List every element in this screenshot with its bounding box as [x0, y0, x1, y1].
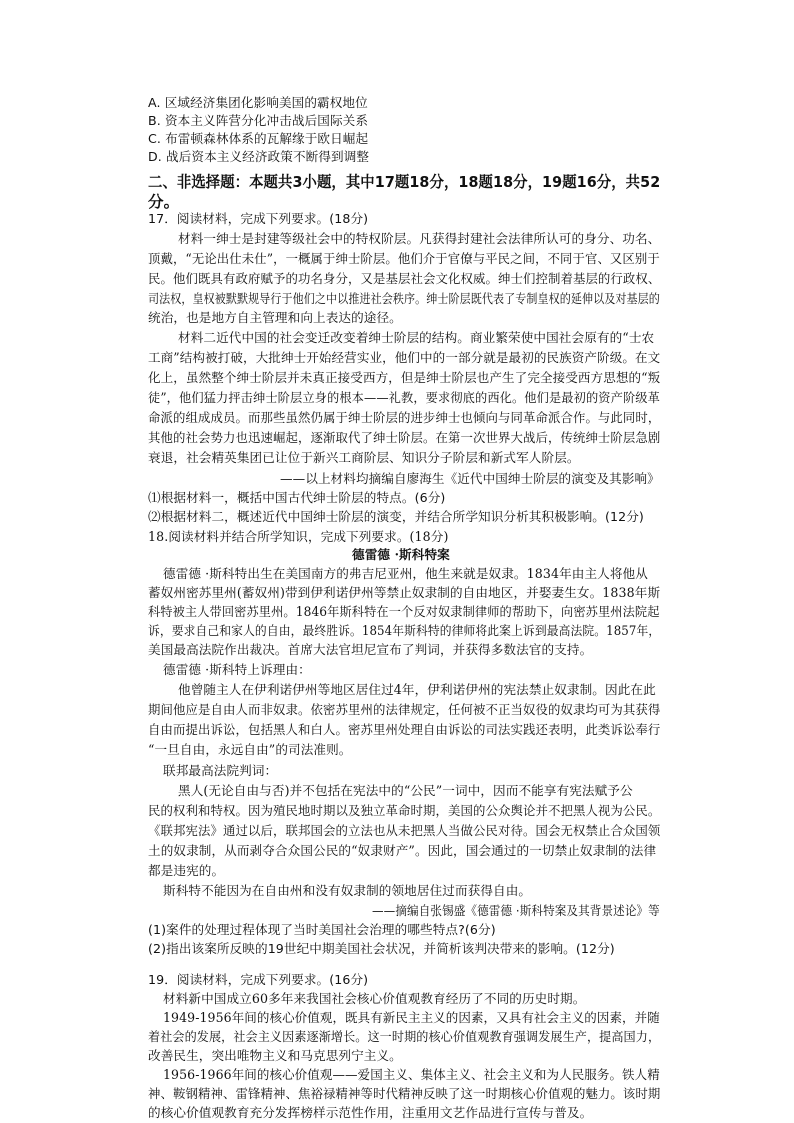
q19-line: 材料新中国成立60多年来我国社会核心价值观教育经历了不同的历史时期。 — [163, 991, 586, 1006]
q18-source: ——摘编自张锡盛《德雷德 ·斯科特案及其背景述论》等 — [372, 903, 660, 918]
q18-ruling-line: 民的权利和特权。因为殖民地时期以及独立革命时期，美国的公众舆论并不把黑人视为公民。 — [148, 803, 661, 818]
q18-case-title: 德雷德 ·斯科特案 — [352, 547, 450, 562]
option-b: B. 资本主义阵营分化冲击战后国际关系 — [148, 113, 369, 128]
q18-appeal-label: 德雷德 ·斯科特上诉理由： — [163, 662, 311, 677]
q18-p1-line: 美国最高法院作出裁决。首席大法官坦尼宣布了判词，并获得多数法官的支持。 — [148, 642, 593, 657]
q17-m1-line: 材料一绅士是封建等级社会中的特权阶层。凡获得封建社会法律所认可的身分、功名、 — [178, 231, 661, 246]
q19-line: 神、鞍钢精神、雷锋精神、焦裕禄精神等时代精神反映了这一时期核心价值观的魅力。该时期 — [148, 1086, 661, 1101]
q18-appeal-line: “一旦自由，永远自由”的司法准则。 — [148, 742, 352, 757]
q19-stem: 19．阅读材料，完成下列要求。(16分) — [148, 972, 369, 987]
q18-p1-line: 诉，要求自己和家人的自由，最终胜诉。1854年斯科特的律师将此案上诉到最高法院。1857年， — [148, 623, 661, 638]
q17-m2-line: 工商”结构被打破，大批绅士开始经营实业，他们中的一部分就是最初的民族资产阶级。在文 — [148, 350, 661, 365]
q19-line: 改善民生，突出唯物主义和马克思列宁主义。 — [148, 1048, 402, 1063]
q18-ruling-line: 都是违宪的。 — [148, 863, 225, 878]
q17-m2-line: 衰退，社会精英集团已让位于新兴工商阶层、知识分子阶层和新式军人阶层。 — [148, 450, 580, 465]
q17-m1-line: 顶戴，“无论出仕未仕”，一概属于绅士阶层。他们介于官僚与平民之间，不同于官、又区别于 — [148, 251, 660, 266]
q17-stem: 17．阅读材料，完成下列要求。(18分) — [148, 211, 369, 226]
q17-m2-line: 其他的社会势力也迅速崛起，逐渐取代了绅士阶层。在第一次世界大战后，传统绅士阶层急剧 — [148, 430, 661, 445]
q17-m1-line: 民。他们既具有政府赋予的功名身分，又是基层社会文化权威。绅士们控制着基层的行政权、 — [148, 271, 661, 286]
option-d: D. 战后资本主义经济政策不断得到调整 — [148, 149, 370, 164]
q17-requirement-2: ⑵根据材料二，概述近代中国绅士阶层的演变，并结合所学知识分析其积极影响。(12分) — [148, 509, 644, 524]
q18-requirement-2: (2)指出该案所反映的19世纪中期美国社会状况，并简析该判决带来的影响。(12分) — [148, 941, 615, 956]
q18-stem: 18.阅读材料并结合所学知识，完成下列要求。(18分) — [148, 529, 449, 544]
q17-m2-line: 材料二近代中国的社会变迁改变着绅士阶层的结构。商业繁荣使中国社会原有的“士农 — [178, 330, 655, 345]
q17-m1-line: 司法权，皇权被默默规导行于他们之中以推进社会秩序。绅士阶层既代表了专制皇权的延伸以及对基层的 — [148, 291, 660, 306]
q18-p1-line: 蓄奴州密苏里州(蓄奴州)带到伊利诺伊州等禁止奴隶制的自由地区，并娶妻生女。1838年斯 — [148, 585, 661, 600]
q18-conclusion: 斯科特不能因为在自由州和没有奴隶制的领地居住过而获得自由。 — [163, 883, 532, 898]
q18-appeal-line: 期间他应是自由人而非奴隶。依密苏里州的法律规定，任何被不正当奴役的奴隶均可为其获得 — [148, 702, 661, 717]
q17-m1-line: 统治，也是地方自主管理和向上表达的途径。 — [148, 310, 402, 325]
q18-appeal-line: 自由而提出诉讼，包括黑人和白人。密苏里州处理自由诉讼的司法实践还表明，此类诉讼奉行 — [148, 722, 661, 737]
q17-source: ——以上材料均摘编自廖海生《近代中国绅士阶层的演变及其影响》 — [280, 471, 660, 486]
q19-line: 着社会的发展，社会主义因素逐渐增长。这一时期的核心价值观教育强调发展生产，提高国力， — [148, 1029, 661, 1044]
q17-m2-line: 化上，虽然整个绅士阶层并未真正接受西方，但是绅士阶层也产生了完全接受西方思想的“叛 — [148, 370, 661, 385]
q18-requirement-1: (1)案件的处理过程体现了当时美国社会治理的哪些特点?(6分) — [148, 922, 496, 937]
q17-requirement-1: ⑴根据材料一，概括中国古代绅士阶层的特点。(6分) — [148, 490, 446, 505]
section-heading: 二、非选择题：本题共3小题，其中17题18分，18题18分，19题16分，共52 — [148, 173, 661, 191]
q18-ruling-line: 土的奴隶制，从而剥夺合众国公民的“奴隶财产”。因此，国会通过的一切禁止奴隶制的法律 — [148, 843, 657, 858]
q18-p1-line: 科特被主人带回密苏里州。1846年斯科特在一个反对奴隶制律师的帮助下，向密苏里州法院起 — [148, 604, 660, 619]
q19-line: 1956-1966年间的核心价值观——爱国主义、集体主义、社会主义和为人民服务。铁人精 — [163, 1067, 660, 1082]
q19-line: 的核心价值观教育充分发挥榜样示范性作用，注重用文艺作品进行宣传与普及。 — [148, 1105, 593, 1120]
section-heading-cont: 分。 — [148, 193, 180, 211]
q18-ruling-line: 黑人(无论自由与否)并不包括在宪法中的“公民”一词中，因而不能享有宪法赋予公 — [178, 783, 633, 798]
q18-appeal-line: 他曾随主人在伊利诺伊州等地区居住过4年，伊利诺伊州的宪法禁止奴隶制。因此在此 — [178, 682, 656, 697]
q18-ruling-line: 《联邦宪法》通过以后，联邦国会的立法也从未把黑人当做公民对待。国会无权禁止合众国领 — [148, 823, 661, 838]
option-a: A. 区域经济集团化影响美国的霸权地位 — [148, 95, 368, 110]
q18-p1-line: 德雷德 ·斯科特出生在美国南方的弗吉尼亚州，他生来就是奴隶。1834年由主人将他从 — [163, 566, 648, 581]
q17-m2-line: 命派的组成成员。而那些虽然仍属于绅士阶层的进步绅士也倾向与同革命派合作。与此同时， — [148, 410, 661, 425]
q17-m2-line: 徒”，他们猛力抨击绅士阶层立身的根本——礼教，要求彻底的西化。他们是最初的资产阶级革 — [148, 390, 660, 405]
option-c: C. 布雷顿森林体系的瓦解缘于欧日崛起 — [148, 131, 369, 146]
q19-line: 1949-1956年间的核心价值观，既具有新民主主义的因素，又具有社会主义的因素，并随 — [163, 1010, 660, 1025]
q18-ruling-label: 联邦最高法院判词： — [163, 763, 278, 778]
